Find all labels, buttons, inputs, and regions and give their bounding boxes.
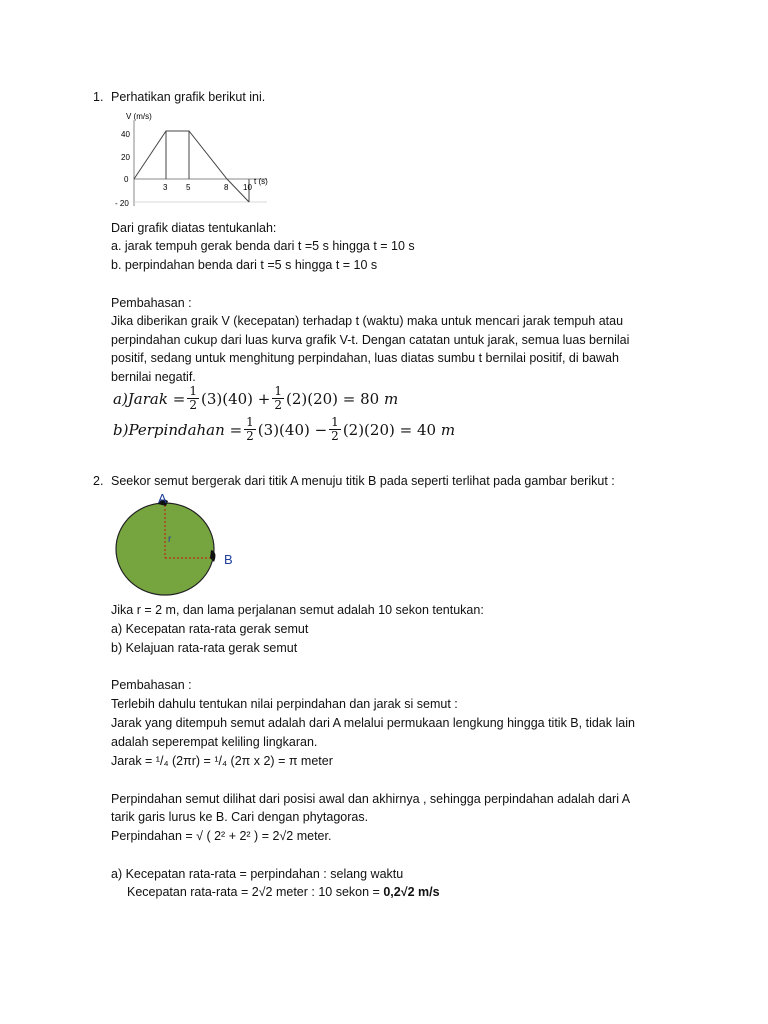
y-tick-label: - 20	[115, 199, 129, 208]
fraction-half: $\frac{1}{2}$	[274, 384, 282, 412]
explanation-line: Jika diberikan graik V (kecepatan) terhadap t (waktu) maka untuk mencari jarak tempuh atau	[111, 314, 624, 328]
answer-a-line: a) Kecepatan rata-rata = perpindahan : selang waktu	[111, 867, 404, 881]
question-number: 2.	[93, 474, 104, 488]
equals-sign: =	[229, 420, 243, 439]
section-heading: Pembahasan :	[111, 296, 192, 310]
question-prompt: Perhatikan grafik berikut ini.	[111, 90, 266, 104]
point-b-label: B	[224, 552, 233, 567]
fraction-half: $\frac{1}{2}$	[331, 415, 339, 443]
equation-label: b)Perpindahan	[113, 420, 225, 439]
circle-figure	[110, 492, 250, 602]
distance-formula: Jarak = ¹/₄ (2πr) = ¹/₄ (2π x 2) = π meter	[111, 754, 333, 768]
given-text: Jika r = 2 m, dan lama perjalanan semut adalah 10 sekon tentukan:	[111, 603, 484, 617]
equation-term: (2)(20) = 80	[285, 389, 380, 408]
section-heading: Pembahasan :	[111, 678, 192, 692]
explanation-line: adalah seperempat keliling lingkaran.	[111, 735, 318, 749]
answer-a-value: 0,2√2 m/s	[383, 885, 440, 899]
explanation-line: perpindahan cukup dari luas kurva grafik V-t. Dengan catatan untuk jarak, semua luas bernilai	[111, 333, 630, 347]
fraction-half: $\frac{1}{2}$	[189, 384, 197, 412]
instruction-text: Dari grafik diatas tentukanlah:	[111, 221, 277, 235]
radius-label: r	[168, 534, 172, 545]
explanation-line: Terlebih dahulu tentukan nilai perpindahan dan jarak si semut :	[111, 697, 458, 711]
equation-term: (2)(20) = 40	[342, 420, 437, 439]
y-tick-label: 0	[124, 175, 129, 184]
displacement-formula: Perpindahan = √ ( 2² + 2² ) = 2√2 meter.	[111, 829, 332, 843]
question-number: 1.	[93, 90, 104, 104]
velocity-curve	[134, 131, 249, 202]
x-tick-label: 8	[224, 183, 229, 192]
question-prompt: Seekor semut bergerak dari titik A menuju titik B pada seperti terlihat pada gambar berikut :	[111, 474, 615, 488]
equation-label: a)Jarak	[113, 389, 168, 408]
explanation-line: bernilai negatif.	[111, 370, 196, 384]
answer-a-expression: Kecepatan rata-rata = 2√2 meter : 10 sekon =	[127, 885, 384, 899]
equation-displacement	[113, 416, 455, 443]
equation-distance	[113, 385, 398, 412]
sub-question-b: b) Kelajuan rata-rata gerak semut	[111, 641, 298, 655]
explanation-line: positif, sedang untuk menghitung perpindahan, luas diatas sumbu t bernilai positif, di bawah	[111, 351, 619, 365]
equation-unit: m	[384, 389, 399, 408]
x-tick-label: 3	[163, 183, 168, 192]
explanation-line: tarik garis lurus ke B. Cari dengan phytagoras.	[111, 810, 369, 824]
equals-sign: =	[172, 389, 186, 408]
equation-term: (3)(40) +	[200, 389, 271, 408]
y-tick-label: 20	[121, 153, 130, 162]
explanation-line: Jarak yang ditempuh semut adalah dari A melalui permukaan lengkung hingga titik B, tidak lain	[111, 716, 635, 730]
y-tick-label: 40	[121, 130, 130, 139]
x-tick-label: 5	[186, 183, 191, 192]
fraction-half: $\frac{1}{2}$	[246, 415, 254, 443]
velocity-time-graph	[112, 108, 282, 212]
y-axis-label: V (m/s)	[126, 112, 152, 121]
equation-term: (3)(40) −	[257, 420, 328, 439]
sub-question-a: a. jarak tempuh gerak benda dari t =5 s hingga t = 10 s	[111, 239, 415, 253]
equation-unit: m	[440, 420, 456, 439]
sub-question-b: b. perpindahan benda dari t =5 s hingga t = 10 s	[111, 258, 378, 272]
x-tick-label: 10	[243, 183, 252, 192]
x-axis-label: t (s)	[254, 177, 268, 186]
explanation-line: Perpindahan semut dilihat dari posisi awal dan akhirnya , sehingga perpindahan adalah dari A	[111, 792, 631, 806]
sub-question-a: a) Kecepatan rata-rata gerak semut	[111, 622, 309, 636]
point-a-label: A	[158, 492, 167, 506]
answer-a-result-line	[127, 883, 440, 901]
